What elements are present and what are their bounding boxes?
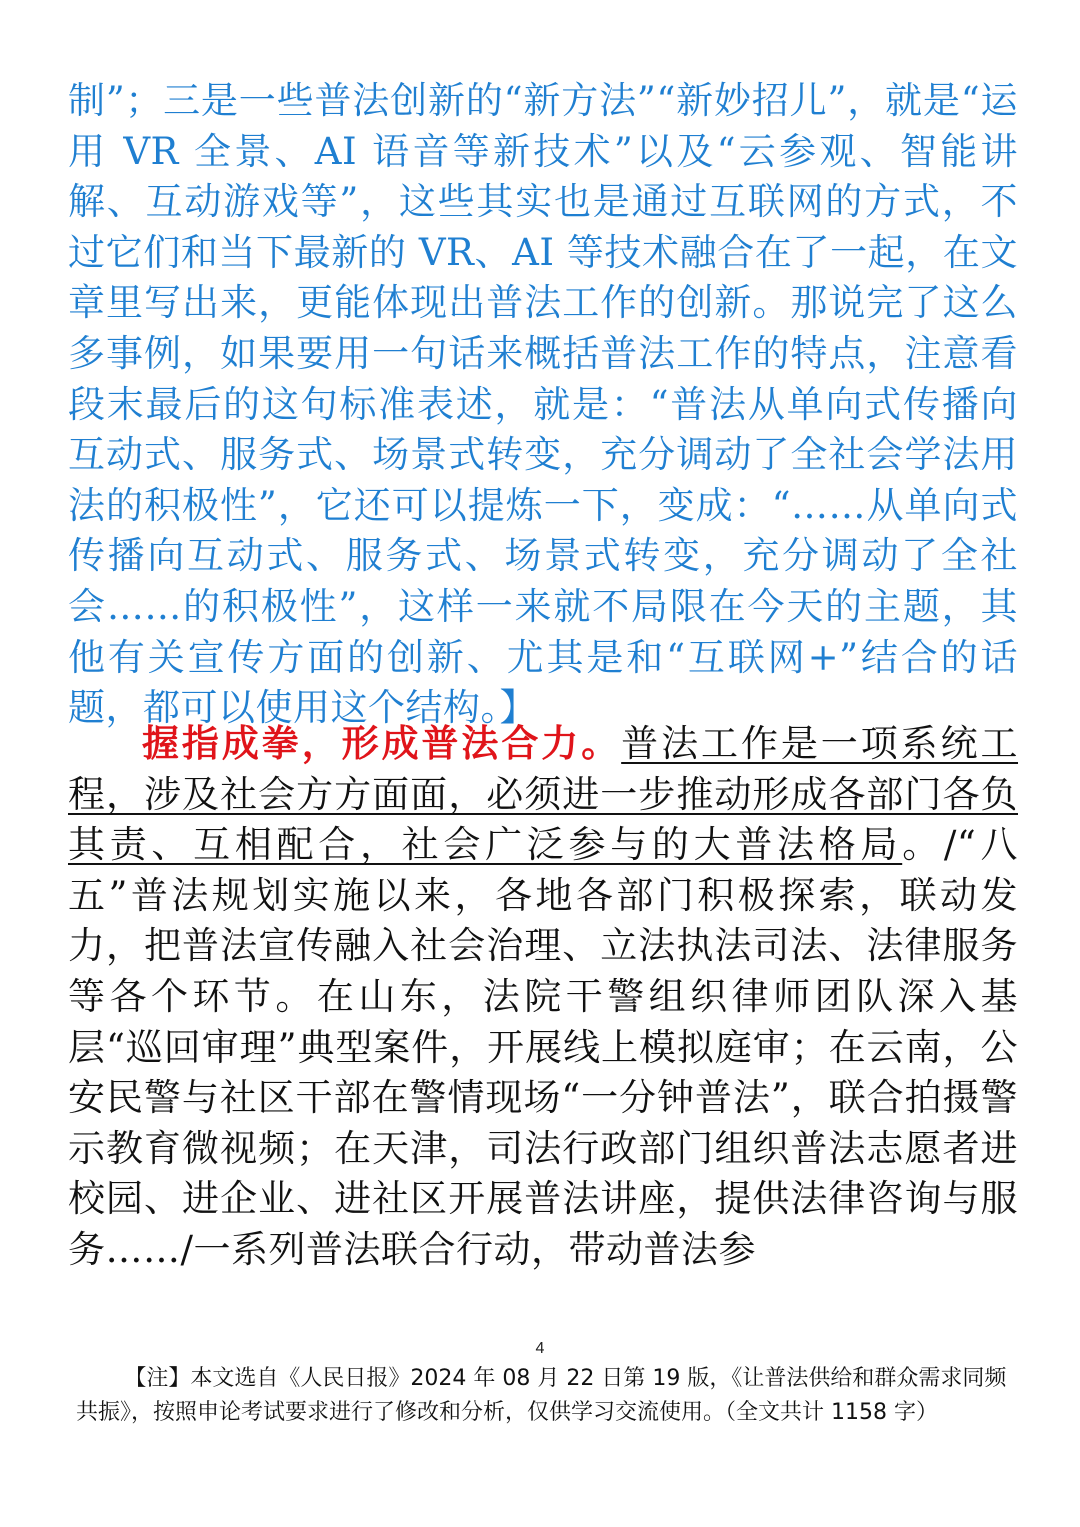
annotation-paragraph: 制”；三是一些普法创新的“新方法”“新妙招儿”，就是“运用 VR 全景、AI 语音等新技术”以及“云参观、智能讲解、互动游戏等”，这些其实也是通过互联网的方式，不过它们和当下最新的 VR、AI 等技术融合在了一起，在文章里写出来，更能体现出普法工作的创新。那说完了这么多事例，如果要用一句话来概括普法工作的特点，注意看段末最后的这句标准表述，就是：“普法从单向式传播向互动式、服务式、场景式转变，充分调动了全社会学法用法的积极性”，它还可以提炼一下，变成：“……从单向式传播向互动式、服务式、场景式转变，充分调动了全社会……的积极性”，这样一来就不局限在今天的主题，其他有关宣传方面的创新、尤其是和“互联网+”结合的话题，都可以使用这个结构。】 — [68, 79, 1018, 730]
underlined-key-sentence: 普法工作是一项系统工程，涉及社会方方面面，必须进一步推动形成各部门各负其责、互相配合，社会广泛参与的大普法格局 — [68, 722, 1019, 867]
body-paragraph-text: 。/“八五”普法规划实施以来，各地各部门积极探索，联动发力，把普法宣传融入社会治理、立法执法司法、法律服务等各个环节。在山东，法院干警组织律师团队深入基层“巡回审理”典型案件，开展线上模拟庭审；在云南，公安民警与社区干部在警情现场“一分钟普法”，联合拍摄警示教育微视频；在天津，司法行政部门组织普法志愿者进校园、进企业、进社区开展普法讲座，提供法律咨询与服务……/一系列普法联合行动，带动普法参 — [68, 823, 1019, 1271]
paragraph-heading: 握指成拳，形成普法合力。 — [142, 721, 622, 765]
body-paragraph — [68, 718, 1018, 1276]
page-number: 4 — [535, 1340, 545, 1357]
body-section — [68, 718, 1018, 1276]
footnote: 【注】本文选自《人民日报》2024 年 08 月 22 日第 19 版，《让普法供给和群众需求同频共振》，按照申论考试要求进行了修改和分析，仅供学习交流使用。（全文共计 1158 字） — [76, 1366, 1007, 1425]
